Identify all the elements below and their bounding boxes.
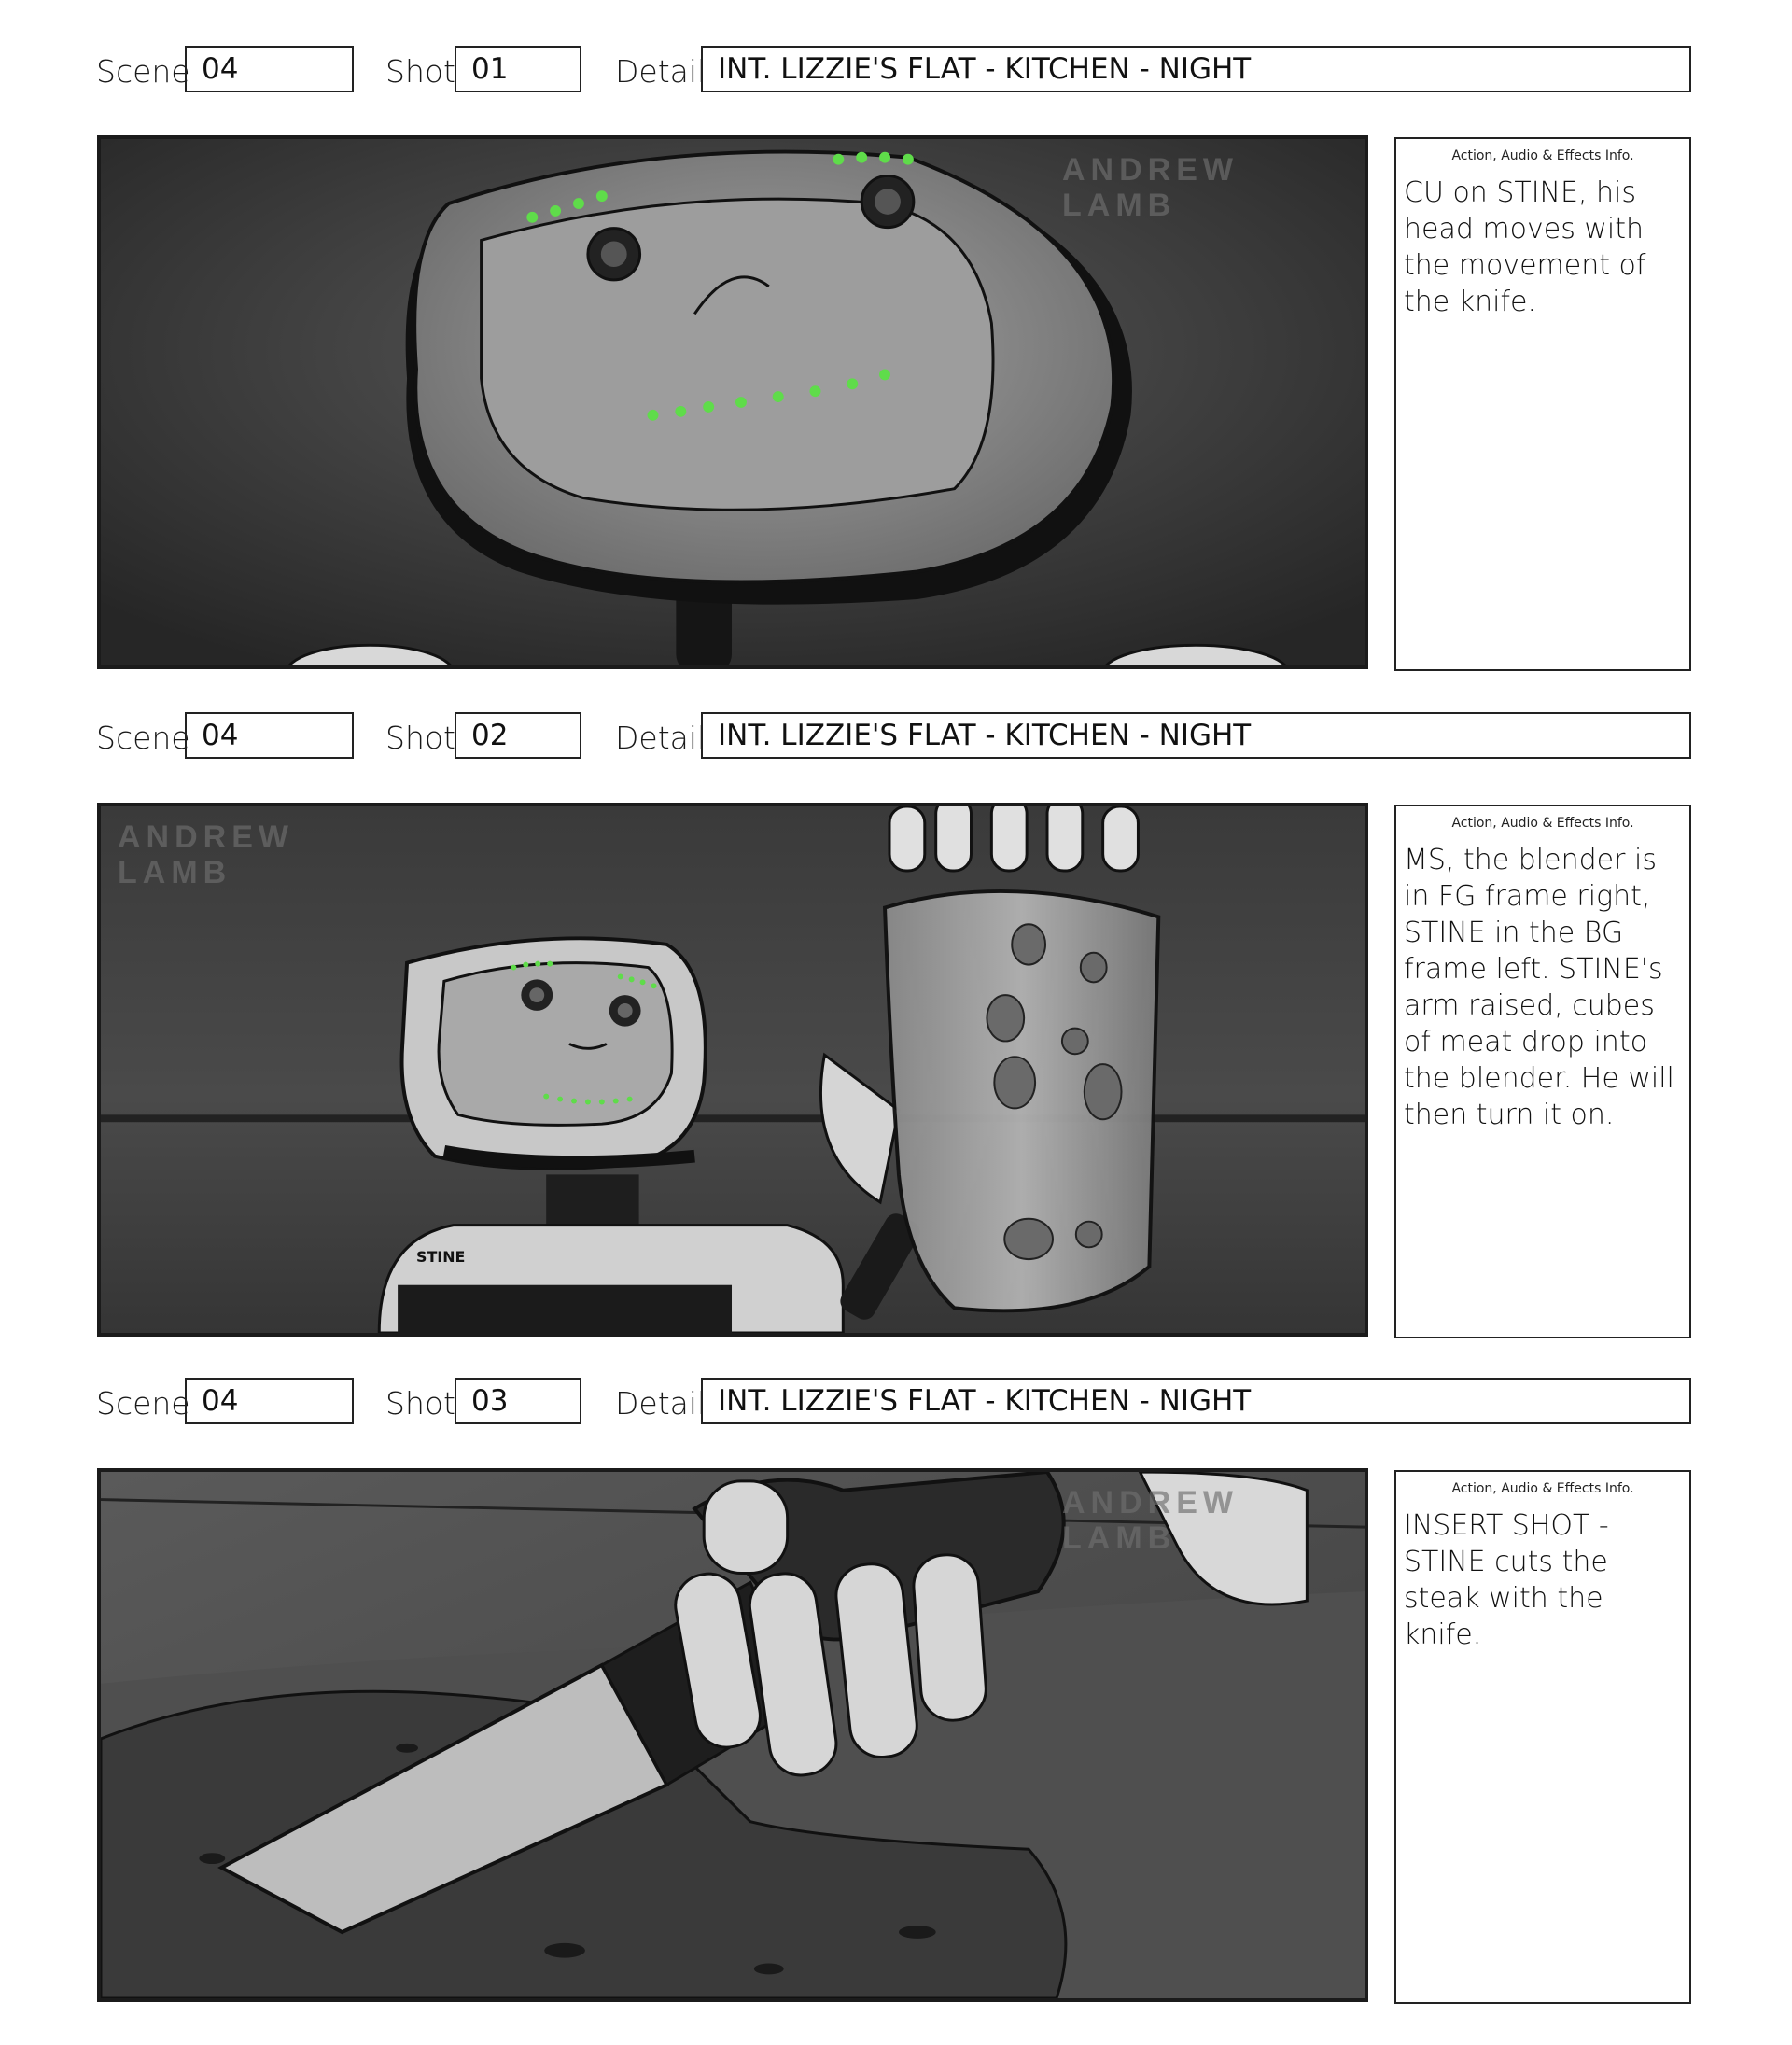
robot-name-label: STINE <box>416 1248 466 1267</box>
watermark-logo <box>1062 152 1239 223</box>
shot-number-field: 01 <box>455 46 581 92</box>
frame-2-info-box <box>1394 805 1691 1338</box>
watermark-line-2: LAMB <box>1062 188 1177 223</box>
shot-label: Shot <box>385 53 455 90</box>
info-title: Action, Audio & Effects Info. <box>1451 816 1634 831</box>
watermark-line-1: ANDREW <box>118 819 294 855</box>
detail-field: INT. LIZZIE'S FLAT - KITCHEN - NIGHT <box>701 1378 1691 1424</box>
detail-label: Detail <box>615 1385 707 1422</box>
scene-number-field: 04 <box>185 1378 354 1424</box>
frame-3-image <box>97 1468 1368 2002</box>
info-text: MS, the blender is in FG frame right, STINE in the BG frame left. STINE's arm raised, cubes of meat drop into the blender. He will then turn it on. <box>1404 844 1674 1131</box>
shot-number-field: 02 <box>455 712 581 759</box>
scene-label: Scene <box>96 720 190 756</box>
frame-3-info-box <box>1394 1470 1691 2004</box>
info-text: CU on STINE, his head moves with the movement of the knife. <box>1404 176 1646 318</box>
shot-label: Shot <box>385 720 455 756</box>
info-title: Action, Audio & Effects Info. <box>1451 148 1634 163</box>
frame-1-info-box <box>1394 137 1691 671</box>
shot-label: Shot <box>385 1385 455 1422</box>
scene-number-field: 04 <box>185 46 354 92</box>
watermark-logo <box>118 819 294 890</box>
watermark-line-1: ANDREW <box>1062 152 1239 188</box>
scene-number-field: 04 <box>185 712 354 759</box>
detail-label: Detail <box>615 53 707 90</box>
frame-3-header <box>0 1378 1792 1430</box>
watermark-line-2: LAMB <box>118 855 232 890</box>
scene-label: Scene <box>96 53 190 90</box>
frame-1-image <box>97 135 1368 669</box>
frame-1-header <box>0 46 1792 98</box>
watermark-logo <box>1062 1485 1239 1556</box>
detail-label: Detail <box>615 720 707 756</box>
frame-2-image <box>97 803 1368 1337</box>
info-text: INSERT SHOT - STINE cuts the steak with the knife. <box>1404 1509 1609 1651</box>
scene-label: Scene <box>96 1385 190 1422</box>
detail-field: INT. LIZZIE'S FLAT - KITCHEN - NIGHT <box>701 712 1691 759</box>
watermark-line-1: ANDREW <box>1062 1485 1239 1520</box>
detail-field: INT. LIZZIE'S FLAT - KITCHEN - NIGHT <box>701 46 1691 92</box>
shot-number-field: 03 <box>455 1378 581 1424</box>
info-title: Action, Audio & Effects Info. <box>1451 1481 1634 1496</box>
watermark-line-2: LAMB <box>1062 1520 1177 1556</box>
frame-2-header <box>0 712 1792 764</box>
